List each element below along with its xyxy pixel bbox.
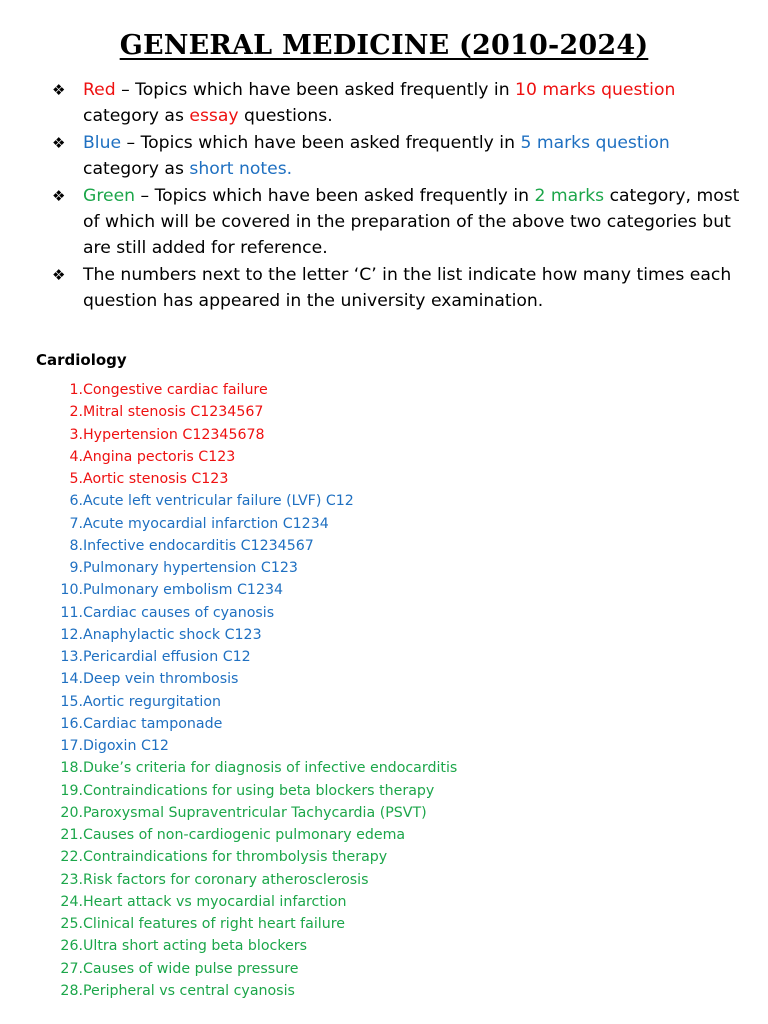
item-number: 16. [60, 715, 83, 732]
legend-text: 5 marks question [520, 132, 670, 153]
list-item [36, 913, 736, 935]
legend-text: questions. [238, 106, 333, 127]
legend-item [52, 183, 742, 262]
list-item [36, 557, 736, 579]
list-item [36, 846, 736, 868]
cardiology-topic-list [36, 379, 736, 1002]
legend-text: – Topics which have been asked frequently in [121, 132, 521, 153]
item-text: Mitral stenosis C1234567 [83, 404, 264, 421]
legend-item [52, 262, 742, 315]
list-item [36, 891, 736, 913]
legend-text: The numbers next to the letter ‘C’ in the list indicate how many times each question has appeared in the university examination. [83, 264, 732, 312]
color-legend-list [52, 77, 742, 315]
item-text: Pericardial effusion C12 [83, 649, 251, 665]
legend-text: – Topics which have been asked frequently in [115, 80, 516, 100]
legend-text: category as [83, 106, 190, 127]
item-text: Cardiac causes of cyanosis [83, 604, 275, 621]
item-text: Cardiac tamponade [83, 715, 223, 732]
item-number: 5. [69, 471, 83, 487]
list-item [36, 668, 736, 690]
item-number: 25. [60, 916, 83, 932]
item-text: Pulmonary embolism C1234 [83, 582, 284, 599]
list-item [36, 602, 736, 624]
item-number: 4. [69, 448, 83, 465]
item-number: 23. [60, 871, 83, 888]
item-text: Acute left ventricular failure (LVF) C12 [83, 493, 354, 510]
list-item [36, 579, 736, 601]
item-text: Causes of wide pulse pressure [83, 960, 299, 977]
item-text: Hypertension C12345678 [83, 426, 265, 443]
legend-text: – Topics which have been asked frequently in [135, 185, 535, 206]
legend-text: Red [83, 80, 116, 100]
list-item [36, 935, 736, 957]
item-text: Congestive cardiac failure [83, 382, 268, 398]
item-number: 14. [60, 671, 83, 688]
item-text: Risk factors for coronary atherosclerosis [83, 871, 369, 888]
legend-text: essay [189, 106, 239, 127]
item-text: Acute myocardial infarction C1234 [83, 515, 329, 532]
diamond-bullet-icon: ❖ [52, 186, 66, 205]
item-number: 17. [60, 738, 83, 754]
list-item [36, 513, 736, 535]
item-text: Duke’s criteria for diagnosis of infective endocarditis [83, 760, 458, 777]
item-number: 28. [60, 982, 83, 999]
item-text: Angina pectoris C123 [83, 448, 236, 465]
item-text: Contraindications for using beta blockers therapy [83, 782, 435, 799]
list-item [36, 401, 736, 423]
item-number: 2. [69, 404, 83, 421]
item-number: 18. [60, 760, 83, 777]
diamond-bullet-icon: ❖ [52, 133, 66, 152]
legend-text: Blue [83, 132, 122, 153]
legend-text: Green [83, 185, 136, 206]
legend-text: short notes. [189, 159, 293, 180]
item-number: 22. [60, 849, 83, 866]
item-number: 15. [60, 693, 83, 710]
list-item [36, 624, 736, 646]
item-number: 11. [60, 604, 83, 621]
item-text: Contraindications for thrombolysis therapy [83, 849, 388, 866]
item-text: Ultra short acting beta blockers [83, 938, 307, 955]
item-number: 19. [60, 782, 83, 799]
item-text: Clinical features of right heart failure [83, 916, 345, 932]
list-item [36, 735, 736, 757]
item-text: Paroxysmal Supraventricular Tachycardia (PSVT) [83, 804, 427, 821]
list-item [36, 869, 736, 891]
item-text: Aortic stenosis C123 [83, 471, 229, 487]
list-item [36, 780, 736, 802]
item-number: 7. [69, 515, 83, 532]
list-item [36, 490, 736, 512]
diamond-bullet-icon: ❖ [52, 265, 66, 284]
item-text: Peripheral vs central cyanosis [83, 982, 295, 999]
list-item [36, 424, 736, 446]
legend-text: 10 marks question [515, 80, 676, 100]
item-text: Anaphylactic shock C123 [83, 626, 262, 643]
legend-text: category, most of which will be covered in the preparation of the above two categories but are still added for reference. [83, 185, 740, 259]
legend-item [52, 77, 742, 130]
legend-text: category as [83, 159, 190, 180]
item-text: Aortic regurgitation [83, 693, 221, 710]
item-text: Pulmonary hypertension C123 [83, 560, 298, 576]
list-item [36, 757, 736, 779]
list-item [36, 958, 736, 980]
legend-text: 2 marks [534, 185, 605, 206]
list-item [36, 713, 736, 735]
item-number: 12. [60, 626, 83, 643]
list-item [36, 535, 736, 557]
item-number: 3. [69, 426, 83, 443]
item-number: 21. [60, 827, 83, 843]
item-number: 26. [60, 938, 83, 955]
item-number: 8. [69, 537, 83, 554]
item-number: 24. [60, 893, 83, 910]
item-number: 13. [60, 649, 83, 665]
item-text: Heart attack vs myocardial infarction [83, 893, 347, 910]
list-item [36, 379, 736, 401]
legend-item [52, 130, 742, 183]
list-item [36, 446, 736, 468]
item-text: Deep vein thrombosis [83, 671, 239, 688]
list-item [36, 824, 736, 846]
diamond-bullet-icon: ❖ [52, 81, 66, 99]
item-number: 20. [60, 804, 83, 821]
item-number: 27. [60, 960, 83, 977]
item-number: 9. [69, 560, 83, 576]
page-title: GENERAL MEDICINE (2010-2024) [119, 30, 649, 61]
list-item [36, 980, 736, 1002]
item-number: 6. [69, 493, 83, 510]
item-text: Causes of non-cardiogenic pulmonary edema [83, 827, 406, 843]
item-text: Digoxin C12 [83, 738, 169, 754]
item-text: Infective endocarditis C1234567 [83, 537, 314, 554]
list-item [36, 646, 736, 668]
item-number: 10. [60, 582, 83, 599]
list-item [36, 802, 736, 824]
list-item [36, 468, 736, 490]
list-item [36, 691, 736, 713]
section-heading-cardiology: Cardiology [36, 351, 127, 369]
item-number: 1. [69, 382, 83, 398]
